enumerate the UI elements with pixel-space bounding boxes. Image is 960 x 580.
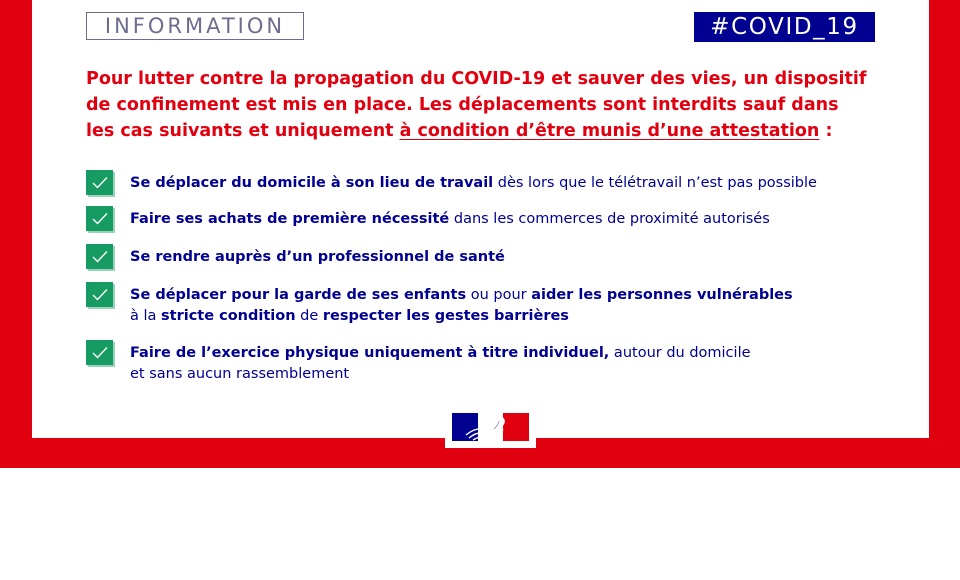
intro-line-1: Pour lutter contre la propagation du COVID-19 et sauver des vies, un dispositif [86, 69, 867, 89]
item-normal: dans les commerces de proximité autorisés [449, 211, 770, 227]
item-bold-2: aider les personnes vulnérables [531, 287, 793, 303]
intro-line-3-end: : [819, 121, 833, 141]
item-normal: autour du domicile [609, 345, 751, 361]
intro-line-3-start: les cas suivants et uniquement [86, 121, 400, 141]
list-item-text [130, 247, 870, 268]
information-label: INFORMATION [86, 12, 304, 40]
checkbox-icon [86, 244, 113, 269]
item-line2-b: stricte condition [161, 308, 296, 324]
item-bold: Faire ses achats de première nécessité [130, 211, 450, 227]
intro-line-2: de confinement est mis en place. Les déplacements sont interdits sauf dans [86, 95, 839, 115]
list-item-text [130, 209, 870, 230]
item-line2-d: respecter les gestes barrières [322, 308, 569, 324]
attestation-condition: à condition d’être munis d’une attestation [399, 121, 820, 141]
item-bold: Faire de l’exercice physique uniquement à titre individuel, [130, 345, 610, 361]
item-bold: Se déplacer du domicile à son lieu de travail [130, 175, 494, 191]
checkbox-icon [86, 206, 113, 231]
list-item-text [130, 285, 870, 327]
checkbox-icon [86, 170, 113, 195]
item-bold: Se rendre auprès d’un professionnel de santé [130, 249, 505, 265]
item-normal: dès lors que le télétravail n’est pas possible [493, 175, 817, 191]
intro-paragraph [86, 66, 886, 144]
marianne-logo-icon [445, 406, 536, 448]
item-normal: ou pour [466, 287, 532, 303]
checkbox-icon [86, 282, 113, 307]
covid-hashtag: #COVID_19 [694, 12, 875, 42]
item-line2: et sans aucun rassemblement [130, 366, 350, 382]
tricolor-flag-icon [452, 413, 529, 441]
checkbox-icon [86, 340, 113, 365]
list-item-text [130, 343, 870, 385]
item-line2-c: de [295, 308, 323, 324]
item-line2-a: à la [130, 308, 162, 324]
item-bold: Se déplacer pour la garde de ses enfants [130, 287, 467, 303]
list-item-text [130, 173, 870, 194]
